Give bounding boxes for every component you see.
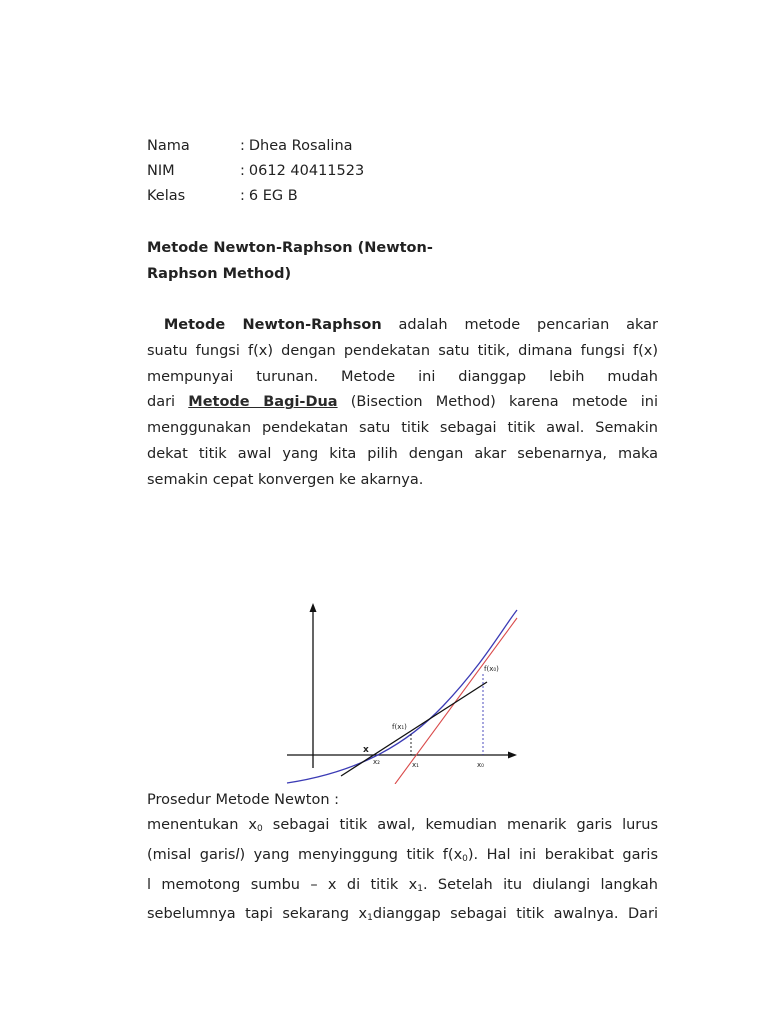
proc-l4-sub: 1 bbox=[367, 913, 373, 924]
procedure-line-1 bbox=[147, 813, 658, 843]
nim-separator: : bbox=[240, 163, 245, 179]
intro-line-4-post: (Bisection Method) karena metode ini bbox=[350, 394, 658, 411]
procedure-line-4 bbox=[147, 902, 658, 932]
proc-l1-a: menentukan x bbox=[147, 817, 258, 833]
intro-line-4 bbox=[147, 390, 658, 416]
label-fx0: f(x₀) bbox=[484, 665, 499, 673]
intro-bold-term: Metode Newton-Raphson bbox=[163, 317, 382, 333]
nim-value: 0612 40411523 bbox=[248, 163, 365, 179]
label-x0: x₀ bbox=[477, 761, 484, 769]
info-row-nim bbox=[147, 161, 364, 181]
intro-line-1 bbox=[147, 313, 658, 339]
nama-separator: : bbox=[240, 138, 245, 154]
procedure-line-3 bbox=[147, 873, 658, 903]
proc-l2-a: (misal garis bbox=[147, 846, 236, 863]
intro-line-7: semakin cepat konvergen ke akarnya. bbox=[147, 471, 424, 488]
nim-label: NIM bbox=[147, 163, 175, 179]
intro-line-3: mempunyai turunan. Metode ini dianggap lebih mudah bbox=[147, 368, 658, 385]
proc-l4-b: dianggap sebagai titik awalnya. Dari bbox=[372, 906, 658, 923]
kelas-separator: : bbox=[240, 188, 245, 204]
label-x2: x₂ bbox=[373, 758, 380, 766]
intro-line-6: dekat titik awal yang kita pilih dengan akar sebenarnya, maka bbox=[147, 445, 658, 462]
intro-paragraph bbox=[147, 313, 658, 494]
nama-label: Nama bbox=[147, 138, 190, 154]
proc-l2-italic: l bbox=[235, 846, 240, 863]
y-axis-arrow bbox=[310, 603, 317, 612]
info-row-nama bbox=[147, 136, 353, 156]
heading-line-2: Raphson Method) bbox=[147, 266, 292, 282]
info-row-kelas bbox=[147, 186, 298, 206]
proc-l4-a: sebelumnya tapi sekarang x bbox=[147, 906, 368, 923]
kelas-value: 6 EG B bbox=[248, 188, 298, 204]
nama-value: Dhea Rosalina bbox=[248, 138, 353, 154]
intro-line-2: suatu fungsi f(x) dengan pendekatan satu titik, dimana fungsi f(x) bbox=[147, 342, 658, 359]
label-x: x bbox=[363, 745, 369, 755]
proc-l1-b: sebagai titik awal, kemudian menarik garis lurus bbox=[272, 817, 659, 833]
proc-l2-c: ). Hal ini berakibat garis bbox=[467, 846, 659, 863]
tangent-line-x0 bbox=[395, 618, 517, 784]
proc-l2-sub: 0 bbox=[462, 853, 468, 864]
procedure-title: Prosedur Metode Newton : bbox=[147, 792, 340, 808]
proc-l3-sub: 1 bbox=[417, 883, 423, 894]
procedure-line-2 bbox=[147, 843, 658, 873]
intro-line-4-pre: dari bbox=[147, 394, 176, 411]
x-axis-arrow bbox=[508, 752, 517, 759]
heading-line-1: Metode Newton-Raphson (Newton- bbox=[147, 240, 433, 256]
intro-line-5: menggunakan pendekatan satu titik sebagai titik awal. Semakin bbox=[147, 420, 658, 437]
procedure-paragraph bbox=[147, 813, 658, 932]
label-x1: x₁ bbox=[412, 761, 419, 769]
newton-raphson-figure bbox=[283, 598, 523, 784]
section-heading bbox=[147, 235, 433, 287]
proc-l1-sub: 0 bbox=[257, 824, 263, 834]
proc-l3-a: l memotong sumbu – x di titik x bbox=[147, 876, 418, 893]
proc-l2-b: ) yang menyinggung titik f(x bbox=[239, 846, 463, 863]
proc-l3-b: . Setelah itu diulangi langkah bbox=[422, 876, 658, 893]
bisection-method-link[interactable]: Metode Bagi-Dua bbox=[188, 394, 338, 411]
kelas-label: Kelas bbox=[147, 188, 186, 204]
function-curve bbox=[287, 610, 517, 783]
label-fx1: f(x₁) bbox=[392, 723, 407, 731]
intro-line-1-text: adalah metode pencarian akar bbox=[398, 317, 659, 333]
